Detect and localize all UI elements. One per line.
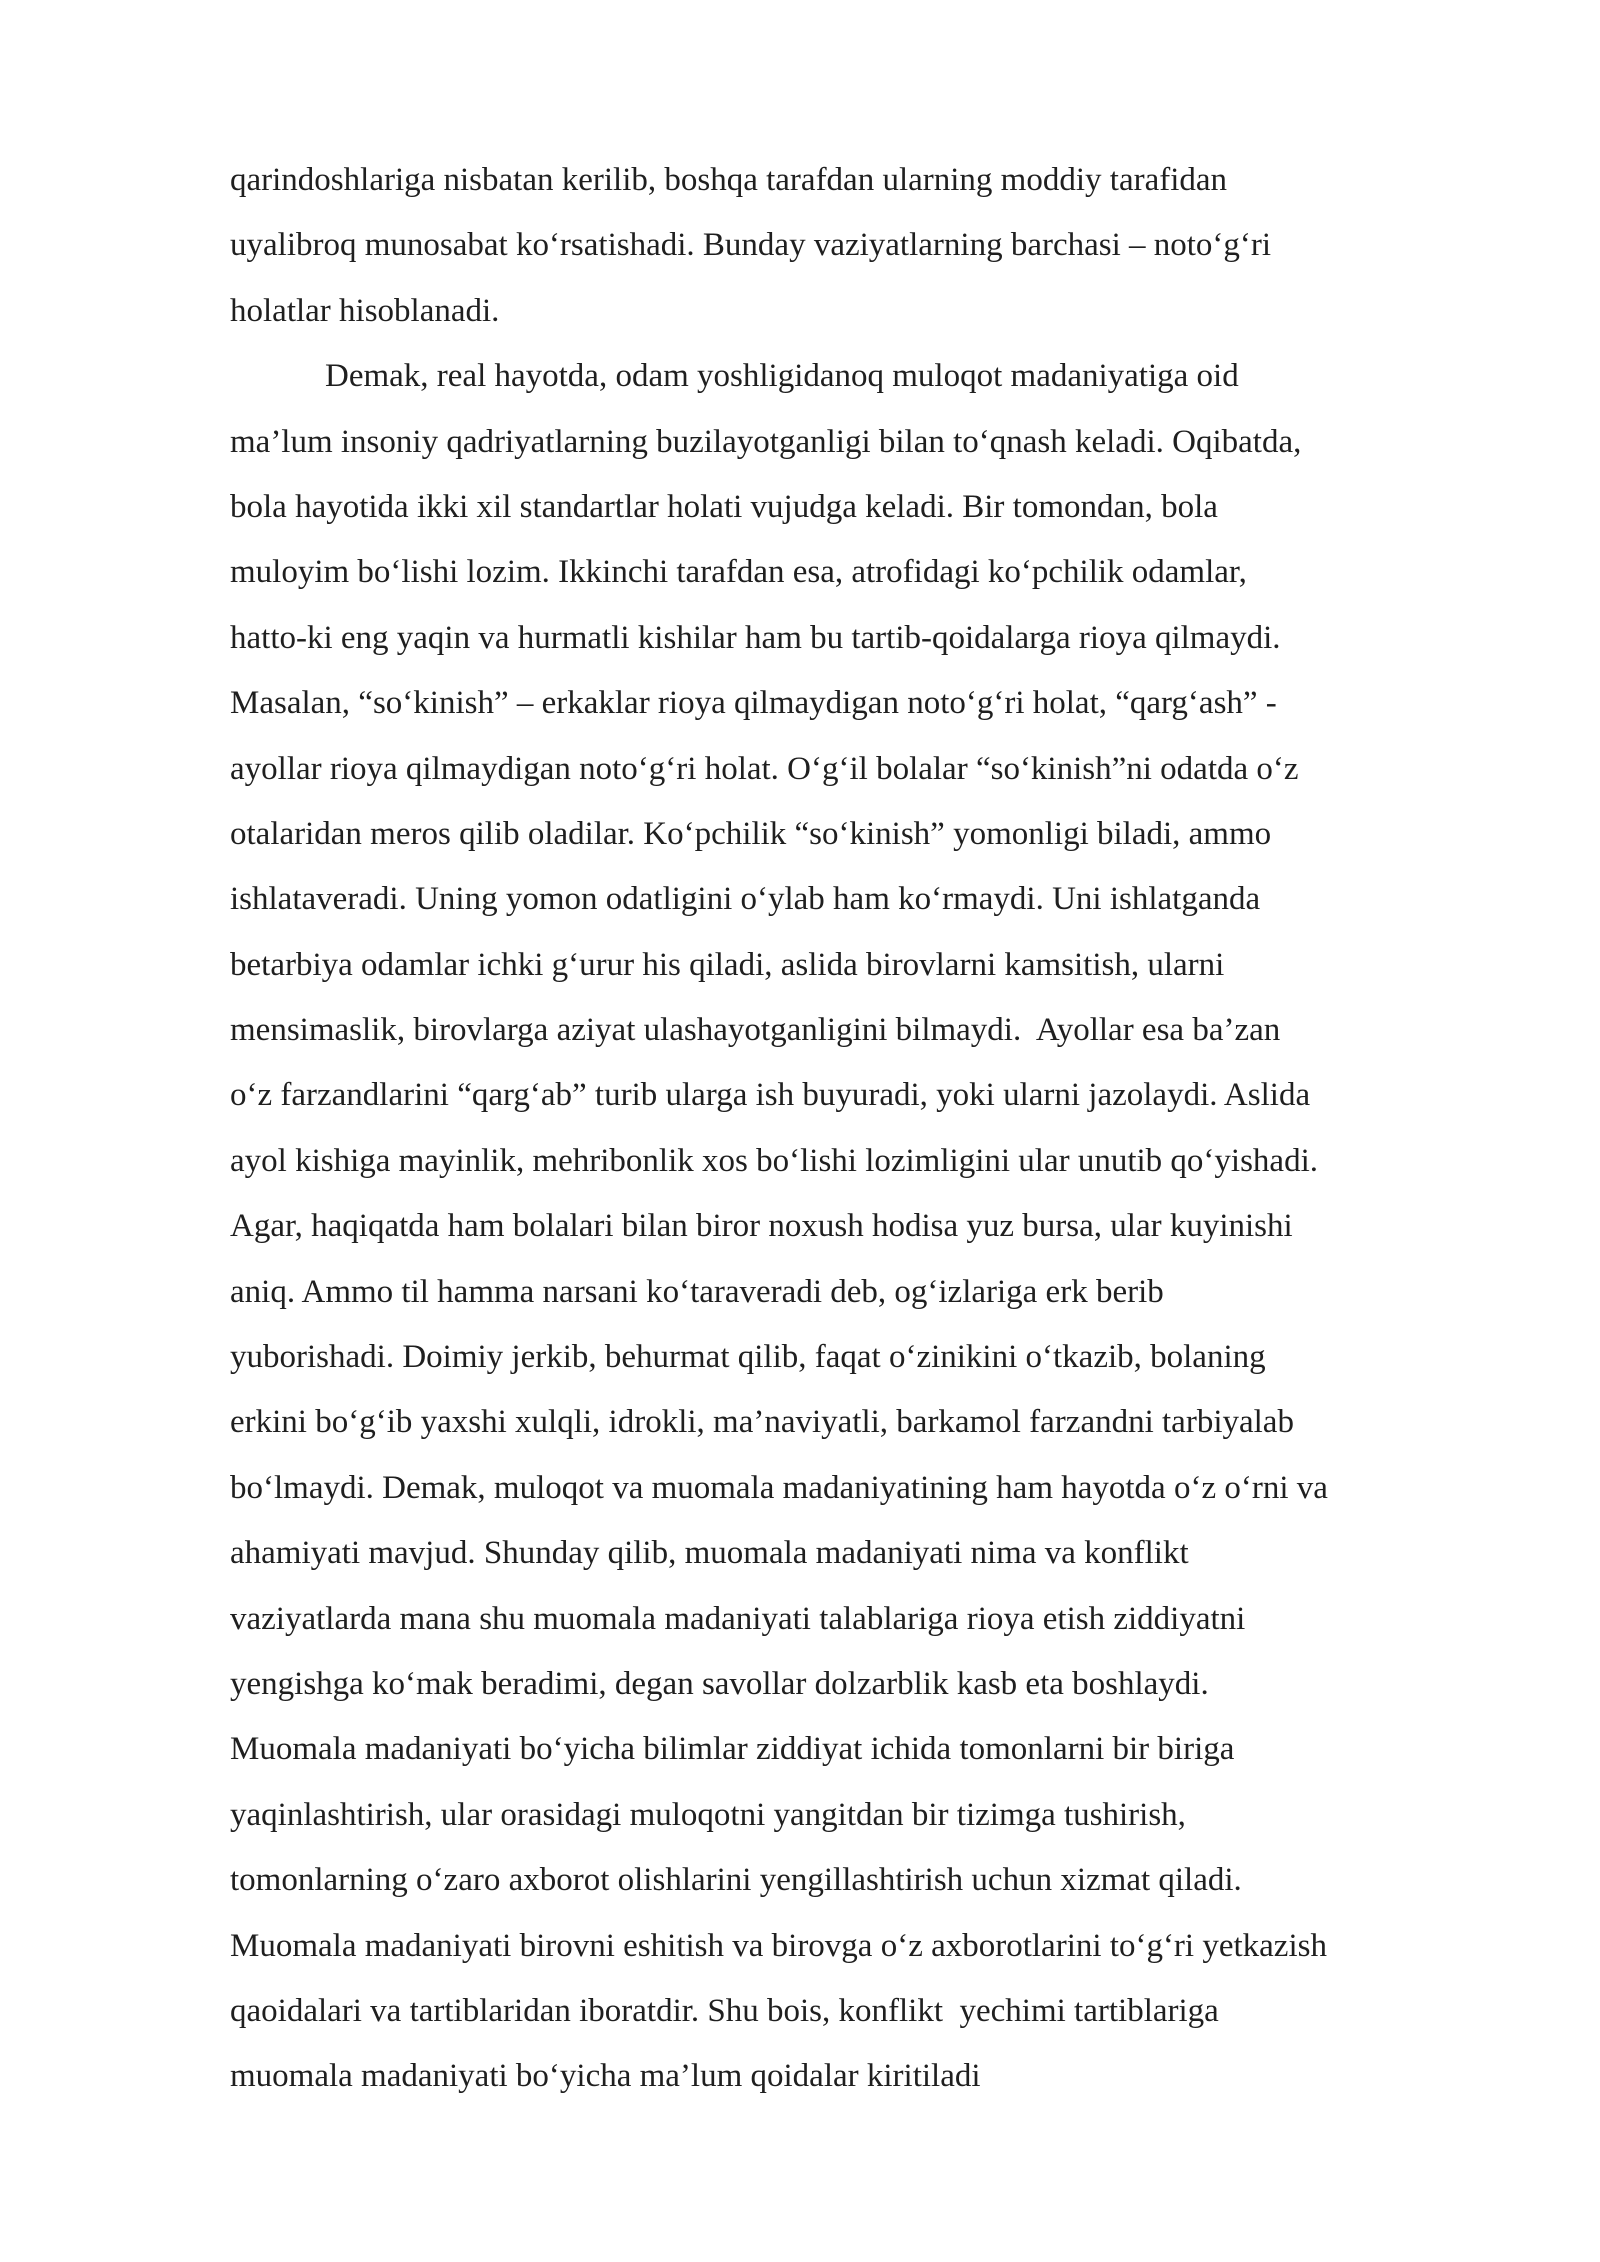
text-line: hatto-ki eng yaqin va hurmatli kishilar ham bu tartib-qoidalarga rioya qilmaydi.: [230, 619, 1281, 656]
text-line: Agar, haqiqatda ham bolalari bilan biror noxush hodisa yuz bursa, ular kuyinishi: [230, 1208, 1293, 1245]
text-line: muomala madaniyati bo‘yicha ma’lum qoidalar kiritiladi: [230, 2058, 981, 2095]
text-line: tomonlarning o‘zaro axborot olishlarini yengillashtirish uchun xizmat qiladi.: [230, 1862, 1242, 1899]
text-line: qarindoshlariga nisbatan kerilib, boshqa tarafdan ularning moddiy tarafidan: [230, 162, 1228, 198]
text-line: vaziyatlarda mana shu muomala madaniyati talablariga rioya etish ziddiyatni: [230, 1600, 1246, 1637]
text-line: aniq. Ammo til hamma narsani ko‘taraveradi deb, og‘izlariga erk berib: [230, 1273, 1164, 1310]
text-line: otalaridan meros qilib oladilar. Ko‘pchilik “so‘kinish” yomonligi biladi, ammo: [230, 815, 1272, 852]
text-line: Masalan, “so‘kinish” – erkaklar rioya qilmaydigan noto‘g‘ri holat, “qarg‘ash” -: [230, 685, 1277, 722]
paragraph-first-line: Demak, real hayotda, odam yoshligidanoq muloqot madaniyatiga oid: [325, 358, 1239, 395]
text-line: ayollar rioya qilmaydigan noto‘g‘ri holat. O‘g‘il bolalar “so‘kinish”ni odatda o‘z: [230, 750, 1299, 787]
text-line: Muomala madaniyati birovni eshitish va birovga o‘z axborotlarini to‘g‘ri yetkazish: [230, 1927, 1327, 1964]
text-line: yuborishadi. Doimiy jerkib, behurmat qilib, faqat o‘zinikini o‘tkazib, bolaning: [230, 1339, 1266, 1376]
text-line: holatlar hisoblanadi.: [230, 292, 500, 329]
body-text: [230, 148, 1530, 2110]
text-line: ma’lum insoniy qadriyatlarning buzilayotganligi bilan to‘qnash keladi. Oqibatda,: [230, 423, 1302, 460]
text-line: qaoidalari va tartiblaridan iboratdir. Shu bois, konflikt yechimi tartiblariga: [230, 1992, 1219, 2029]
text-line: muloyim bo‘lishi lozim. Ikkinchi tarafdan esa, atrofidagi ko‘pchilik odamlar,: [230, 554, 1247, 591]
text-line: betarbiya odamlar ichki g‘urur his qiladi, aslida birovlarni kamsitish, ularni: [230, 946, 1225, 983]
text-line: ishlataveradi. Uning yomon odatligini o‘ylab ham ko‘rmaydi. Uni ishlatganda: [230, 881, 1261, 918]
text-line: yengishga ko‘mak beradimi, degan savollar dolzarblik kasb eta boshlaydi.: [230, 1665, 1209, 1702]
text-line: o‘z farzandlarini “qarg‘ab” turib ularga ish buyuradi, yoki ularni jazolaydi. Aslida: [230, 1077, 1311, 1114]
text-line: bola hayotida ikki xil standartlar holati vujudga keladi. Bir tomondan, bola: [230, 488, 1218, 525]
text-line: bo‘lmaydi. Demak, muloqot va muomala madaniyatining ham hayotda o‘z o‘rni va: [230, 1469, 1328, 1506]
text-line: ayol kishiga mayinlik, mehribonlik xos bo‘lishi lozimligini ular unutib qo‘yishadi.: [230, 1142, 1318, 1179]
text-line: yaqinlashtirish, ular orasidagi muloqotni yangitdan bir tizimga tushirish,: [230, 1796, 1186, 1833]
text-line: Muomala madaniyati bo‘yicha bilimlar ziddiyat ichida tomonlarni bir biriga: [230, 1731, 1235, 1768]
text-line: erkini bo‘g‘ib yaxshi xulqli, idrokli, ma’naviyatli, barkamol farzandni tarbiyalab: [230, 1404, 1294, 1441]
text-line: uyalibroq munosabat ko‘rsatishadi. Bunday vaziyatlarning barchasi – noto‘g‘ri: [230, 227, 1272, 264]
text-line: mensimaslik, birovlarga aziyat ulashayotganligini bilmaydi. Ayollar esa ba’zan: [230, 1012, 1281, 1049]
text-line: ahamiyati mavjud. Shunday qilib, muomala madaniyati nima va konflikt: [230, 1535, 1189, 1572]
